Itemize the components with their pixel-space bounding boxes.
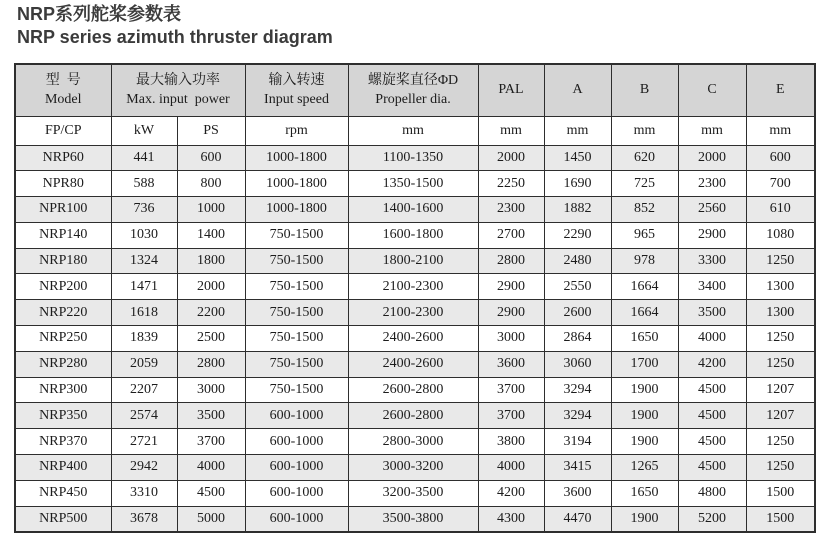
header-cell-max-input-power <box>111 64 245 116</box>
table-cell: 2900 <box>478 274 544 300</box>
table-cell: 610 <box>746 197 815 223</box>
table-cell: 2400-2600 <box>348 326 478 352</box>
table-cell: 852 <box>611 197 678 223</box>
table-cell: 1664 <box>611 274 678 300</box>
table-cell: 1207 <box>746 377 815 403</box>
table-cell: 1900 <box>611 403 678 429</box>
table-row <box>15 403 815 429</box>
table-cell: 2900 <box>678 222 746 248</box>
table-cell: 1250 <box>746 326 815 352</box>
table-cell: 1400 <box>177 222 245 248</box>
table-row <box>15 326 815 352</box>
table-cell: 2480 <box>544 248 611 274</box>
table-cell: 1300 <box>746 274 815 300</box>
table-cell: 750-1500 <box>245 351 348 377</box>
table-cell: 600-1000 <box>245 480 348 506</box>
table-cell: 750-1500 <box>245 377 348 403</box>
unit-cell-e: mm <box>746 116 815 145</box>
table-cell: 3310 <box>111 480 177 506</box>
unit-cell-a: mm <box>544 116 611 145</box>
table-cell: 600-1000 <box>245 403 348 429</box>
header-prop-en: Propeller dia. <box>375 92 451 108</box>
table-cell: 1800 <box>177 248 245 274</box>
table-cell: 588 <box>111 171 177 197</box>
table-cell: NRP350 <box>15 403 111 429</box>
table-cell: 1324 <box>111 248 177 274</box>
table-cell: 2550 <box>544 274 611 300</box>
table-cell: 1700 <box>611 351 678 377</box>
table-row <box>15 377 815 403</box>
table-cell: NRP250 <box>15 326 111 352</box>
table-cell: 2574 <box>111 403 177 429</box>
table-cell: 1650 <box>611 480 678 506</box>
thruster-parameters-table <box>14 63 816 533</box>
table-row <box>15 145 815 171</box>
table-cell: NPR80 <box>15 171 111 197</box>
table-row <box>15 197 815 223</box>
header-cell-input-speed <box>245 64 348 116</box>
table-header-row <box>15 64 815 116</box>
table-cell: NRP450 <box>15 480 111 506</box>
unit-cell-b: mm <box>611 116 678 145</box>
table-cell: 1000-1800 <box>245 145 348 171</box>
table-cell: 2250 <box>478 171 544 197</box>
table-cell: 2900 <box>478 300 544 326</box>
table-cell: 2864 <box>544 326 611 352</box>
table-cell: 2500 <box>177 326 245 352</box>
header-model-zh: 型 号 <box>45 73 81 89</box>
table-cell: 978 <box>611 248 678 274</box>
table-cell: 1250 <box>746 429 815 455</box>
header-cell-b: B <box>611 64 678 116</box>
table-cell: 800 <box>177 171 245 197</box>
table-row <box>15 274 815 300</box>
table-cell: 3194 <box>544 429 611 455</box>
table-cell: 1300 <box>746 300 815 326</box>
table-cell: 3000 <box>478 326 544 352</box>
table-row <box>15 429 815 455</box>
table-cell: 3000-3200 <box>348 455 478 481</box>
table-cell: 4200 <box>678 351 746 377</box>
table-cell: 4500 <box>678 377 746 403</box>
table-row <box>15 455 815 481</box>
table-cell: 2059 <box>111 351 177 377</box>
table-cell: 4500 <box>678 455 746 481</box>
table-row <box>15 222 815 248</box>
table-cell: 1207 <box>746 403 815 429</box>
table-cell: NRP60 <box>15 145 111 171</box>
unit-cell-pal: mm <box>478 116 544 145</box>
table-cell: 700 <box>746 171 815 197</box>
table-cell: 4000 <box>678 326 746 352</box>
table-cell: 600 <box>746 145 815 171</box>
table-cell: 1000-1800 <box>245 197 348 223</box>
table-row <box>15 351 815 377</box>
table-cell: 1250 <box>746 455 815 481</box>
table-cell: NRP200 <box>15 274 111 300</box>
table-cell: 2400-2600 <box>348 351 478 377</box>
table-cell: 2000 <box>678 145 746 171</box>
table-cell: 3700 <box>478 377 544 403</box>
table-cell: 441 <box>111 145 177 171</box>
table-cell: 750-1500 <box>245 222 348 248</box>
table-cell: 1839 <box>111 326 177 352</box>
table-cell: 1500 <box>746 506 815 532</box>
table-cell: 2300 <box>678 171 746 197</box>
page-title-zh: NRP系列舵桨参数表 <box>17 4 182 24</box>
unit-cell-kw: kW <box>111 116 177 145</box>
table-cell: 1450 <box>544 145 611 171</box>
table-cell: 2600-2800 <box>348 377 478 403</box>
table-cell: NRP140 <box>15 222 111 248</box>
table-cell: 2200 <box>177 300 245 326</box>
table-row <box>15 300 815 326</box>
table-cell: 2600 <box>544 300 611 326</box>
header-power-zh: 最大输入功率 <box>136 73 220 89</box>
table-cell: 3200-3500 <box>348 480 478 506</box>
table-cell: NRP370 <box>15 429 111 455</box>
table-cell: 3294 <box>544 377 611 403</box>
table-cell: 3678 <box>111 506 177 532</box>
header-cell-pal: PAL <box>478 64 544 116</box>
table-cell: 1100-1350 <box>348 145 478 171</box>
table-cell: 3500 <box>177 403 245 429</box>
table-cell: 3500 <box>678 300 746 326</box>
table-cell: 600 <box>177 145 245 171</box>
table-cell: 600-1000 <box>245 429 348 455</box>
table-cell: 3800 <box>478 429 544 455</box>
unit-cell-rpm: rpm <box>245 116 348 145</box>
table-cell: NRP220 <box>15 300 111 326</box>
table-row <box>15 480 815 506</box>
table-cell: 2600-2800 <box>348 403 478 429</box>
table-cell: 2100-2300 <box>348 300 478 326</box>
table-cell: 5200 <box>678 506 746 532</box>
table-cell: 3600 <box>544 480 611 506</box>
header-cell-propeller-dia <box>348 64 478 116</box>
table-cell: 2290 <box>544 222 611 248</box>
table-cell: NRP500 <box>15 506 111 532</box>
table-cell: 1900 <box>611 377 678 403</box>
unit-cell-model: FP/CP <box>15 116 111 145</box>
table-cell: 2560 <box>678 197 746 223</box>
table-cell: 750-1500 <box>245 248 348 274</box>
table-cell: 750-1500 <box>245 274 348 300</box>
table-cell: 2300 <box>478 197 544 223</box>
header-prop-zh: 螺旋桨直径ΦD <box>367 73 459 89</box>
table-cell: 2000 <box>478 145 544 171</box>
table-cell: 3700 <box>478 403 544 429</box>
table-cell: 1600-1800 <box>348 222 478 248</box>
table-cell: 1080 <box>746 222 815 248</box>
table-cell: NRP400 <box>15 455 111 481</box>
table-cell: 2000 <box>177 274 245 300</box>
table-cell: 736 <box>111 197 177 223</box>
header-speed-en: Input speed <box>264 92 329 108</box>
table-cell: 1882 <box>544 197 611 223</box>
table-cell: 4500 <box>177 480 245 506</box>
table-cell: 4000 <box>478 455 544 481</box>
table-cell: 1690 <box>544 171 611 197</box>
header-cell-e: E <box>746 64 815 116</box>
table-cell: 4200 <box>478 480 544 506</box>
table-cell: 2800 <box>478 248 544 274</box>
table-cell: 1400-1600 <box>348 197 478 223</box>
table-cell: 4300 <box>478 506 544 532</box>
table-cell: 1000 <box>177 197 245 223</box>
table-cell: 725 <box>611 171 678 197</box>
table-cell: 1664 <box>611 300 678 326</box>
table-cell: 1650 <box>611 326 678 352</box>
table-cell: 3000 <box>177 377 245 403</box>
table-cell: 1800-2100 <box>348 248 478 274</box>
table-cell: 1250 <box>746 351 815 377</box>
table-cell: NRP180 <box>15 248 111 274</box>
table-cell: 3300 <box>678 248 746 274</box>
table-cell: 1900 <box>611 429 678 455</box>
table-row <box>15 506 815 532</box>
table-cell: 3415 <box>544 455 611 481</box>
table-cell: 1265 <box>611 455 678 481</box>
table-cell: 4470 <box>544 506 611 532</box>
table-cell: 3600 <box>478 351 544 377</box>
table-cell: 750-1500 <box>245 326 348 352</box>
table-cell: 3700 <box>177 429 245 455</box>
table-cell: 600-1000 <box>245 455 348 481</box>
table-cell: 2800-3000 <box>348 429 478 455</box>
header-model-en: Model <box>44 92 82 108</box>
unit-cell-c: mm <box>678 116 746 145</box>
page-title-en: NRP series azimuth thruster diagram <box>17 27 333 47</box>
table-cell: 620 <box>611 145 678 171</box>
header-power-en: Max. input power <box>126 92 230 108</box>
table-row <box>15 171 815 197</box>
unit-cell-prop: mm <box>348 116 478 145</box>
header-cell-model <box>15 64 111 116</box>
table-cell: NPR100 <box>15 197 111 223</box>
table-cell: 2942 <box>111 455 177 481</box>
table-cell: 4800 <box>678 480 746 506</box>
table-cell: 1000-1800 <box>245 171 348 197</box>
table-cell: 2207 <box>111 377 177 403</box>
table-cell: 1350-1500 <box>348 171 478 197</box>
table-cell: 600-1000 <box>245 506 348 532</box>
table-cell: 5000 <box>177 506 245 532</box>
table-cell: 3294 <box>544 403 611 429</box>
unit-cell-ps: PS <box>177 116 245 145</box>
table-cell: 2800 <box>177 351 245 377</box>
table-body <box>15 145 815 532</box>
header-speed-zh: 输入转速 <box>268 73 325 89</box>
table-cell: 965 <box>611 222 678 248</box>
table-cell: 4500 <box>678 429 746 455</box>
table-cell: 4000 <box>177 455 245 481</box>
title-block <box>0 0 830 49</box>
table-cell: 1900 <box>611 506 678 532</box>
table-cell: 2100-2300 <box>348 274 478 300</box>
table-cell: 4500 <box>678 403 746 429</box>
header-cell-c: C <box>678 64 746 116</box>
table-cell: 2721 <box>111 429 177 455</box>
table-cell: 1500 <box>746 480 815 506</box>
table-cell: 750-1500 <box>245 300 348 326</box>
header-cell-a: A <box>544 64 611 116</box>
table-cell: 1618 <box>111 300 177 326</box>
table-cell: 3060 <box>544 351 611 377</box>
units-row <box>15 116 815 145</box>
table-cell: NRP280 <box>15 351 111 377</box>
table-cell: 1250 <box>746 248 815 274</box>
table-cell: 1030 <box>111 222 177 248</box>
table-cell: 1471 <box>111 274 177 300</box>
table-cell: 3400 <box>678 274 746 300</box>
table-cell: 2700 <box>478 222 544 248</box>
table-cell: 3500-3800 <box>348 506 478 532</box>
table-cell: NRP300 <box>15 377 111 403</box>
table-row <box>15 248 815 274</box>
